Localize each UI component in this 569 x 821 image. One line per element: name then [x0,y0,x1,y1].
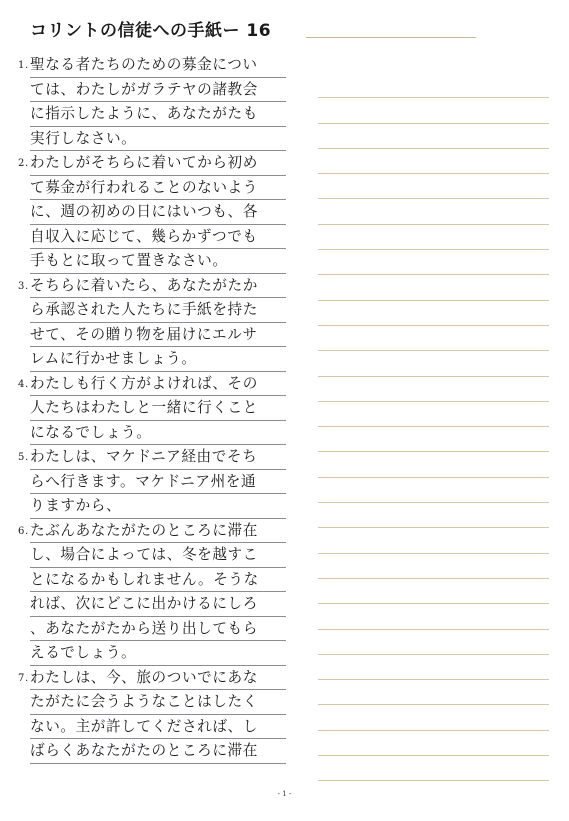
verse-text: ては、わたしがガラテヤの諸教会 [30,80,258,98]
verse-number: 5. [18,452,29,463]
verse-text: レムに行かせましょう。 [30,350,197,367]
page-number: - 1 - [277,790,292,798]
blank-writing-line [318,579,549,604]
blank-writing-line [318,174,549,199]
verse-line [30,592,286,617]
verse-line [30,396,286,421]
verse-text: わたしがそちらに着いてから初め [30,154,258,171]
verse-line [30,494,286,519]
verse-text: たがたに会うようなことはしたく [30,693,258,710]
verse-line [30,568,286,593]
blank-writing-line [318,199,549,224]
verse-number: 7. [18,672,29,684]
verse-text: 手もとに取って置きなさい。 [30,252,228,269]
verse-line [30,347,286,372]
verse-number: 3. [18,280,29,292]
verse-text: わたしは、今、旅のついでにあな [30,668,258,686]
verse-text: ら承認された人たちに手紙を持た [30,301,258,318]
blank-writing-line [318,351,549,376]
blank-writing-line [318,250,549,275]
verse-number: 1. [18,60,29,71]
verse-text: 人たちはわたしと一緒に行くこと [30,399,258,416]
verse-text: ない。主が許してくだされば、し [30,717,258,735]
blank-writing-line [318,326,549,351]
verse-number: 6. [18,525,29,537]
verse-line [30,617,286,642]
verse-line [18,53,286,78]
verse-line [18,274,286,299]
verse-text: 聖なる者たちのための募金につい [30,56,258,73]
verse-line [30,690,286,715]
blank-writing-line [318,225,549,250]
verse-text: せて、その贈り物を届けにエルサ [30,325,258,343]
blank-writing-line [318,528,549,553]
blank-writing-line [318,705,549,730]
verse-text: 自収入に応じて、幾らかずつでも [30,227,258,245]
blank-writing-line [318,630,549,655]
verse-text: れば、次にどこに出かけるにしろ [30,595,258,612]
verse-text: そちらに着いたら、あなたがたか [30,276,258,294]
blank-writing-line [318,756,549,781]
verse-text: りますから、 [30,497,122,514]
verse-text: ばらくあなたがたのところに滞在 [30,742,258,759]
verse-line [30,470,286,495]
verse-text: わたしは、マケドニア経由でそち [30,448,258,465]
verse-text: し、場合によっては、冬を越すこ [30,546,258,563]
verse-text: とになるかもしれません。そうな [30,570,259,588]
verse-list [18,53,286,764]
verse-text: えるでしょう。 [30,644,137,661]
verse-line [30,225,286,250]
verse-line [30,715,286,740]
verse-text: に、週の初めの日にはいつも、各 [30,203,258,220]
verse-line [30,421,286,446]
verse-text: たぶんあなたがたのところに滞在 [30,521,258,539]
blank-writing-line [318,655,549,680]
blank-writing-line [318,275,549,300]
blank-writing-line [318,98,549,123]
verse-line [18,372,286,397]
blank-writing-line [318,554,549,579]
blank-writing-line [318,124,549,149]
verse-text: 実行しなさい。 [30,129,137,147]
verse-line [30,102,286,127]
blank-writing-line [318,301,549,326]
verse-text: らへ行きます。マケドニア州を通 [30,472,257,490]
blank-writing-line [318,478,549,503]
verse-line [30,323,286,348]
verse-number: 2. [18,158,29,169]
blank-writing-line [318,731,549,756]
verse-text: て募金が行われることのないよう [30,178,258,196]
verse-line [30,127,286,152]
verse-text: 、あなたがたから送り出してもら [30,619,258,637]
verse-line [30,641,286,666]
verse-line [30,739,286,764]
verse-text: になるでしょう。 [30,423,152,441]
blank-writing-line [318,503,549,528]
blank-writing-line [318,402,549,427]
verse-line [18,519,286,544]
title-writing-line [306,37,476,38]
handwriting-practice-lines [318,73,549,781]
verse-line [30,298,286,323]
blank-writing-line [318,680,549,705]
verse-number: 4. [18,378,29,390]
blank-writing-line [318,427,549,452]
verse-line [30,176,286,201]
verse-line [18,445,286,470]
verse-line [30,200,286,225]
page-title: コリントの信徒への手紙ー 16 [30,21,272,41]
blank-writing-line [318,73,549,98]
verse-line [30,543,286,568]
verse-text: わたしも行く方がよければ、その [30,374,258,392]
verse-line [30,249,286,274]
verse-line [30,78,286,103]
verse-line [18,151,286,176]
blank-writing-line [318,452,549,477]
verse-line [18,666,286,691]
blank-writing-line [318,604,549,629]
verse-text: に指示したように、あなたがたも [30,105,258,122]
blank-writing-line [318,377,549,402]
blank-writing-line [318,149,549,174]
